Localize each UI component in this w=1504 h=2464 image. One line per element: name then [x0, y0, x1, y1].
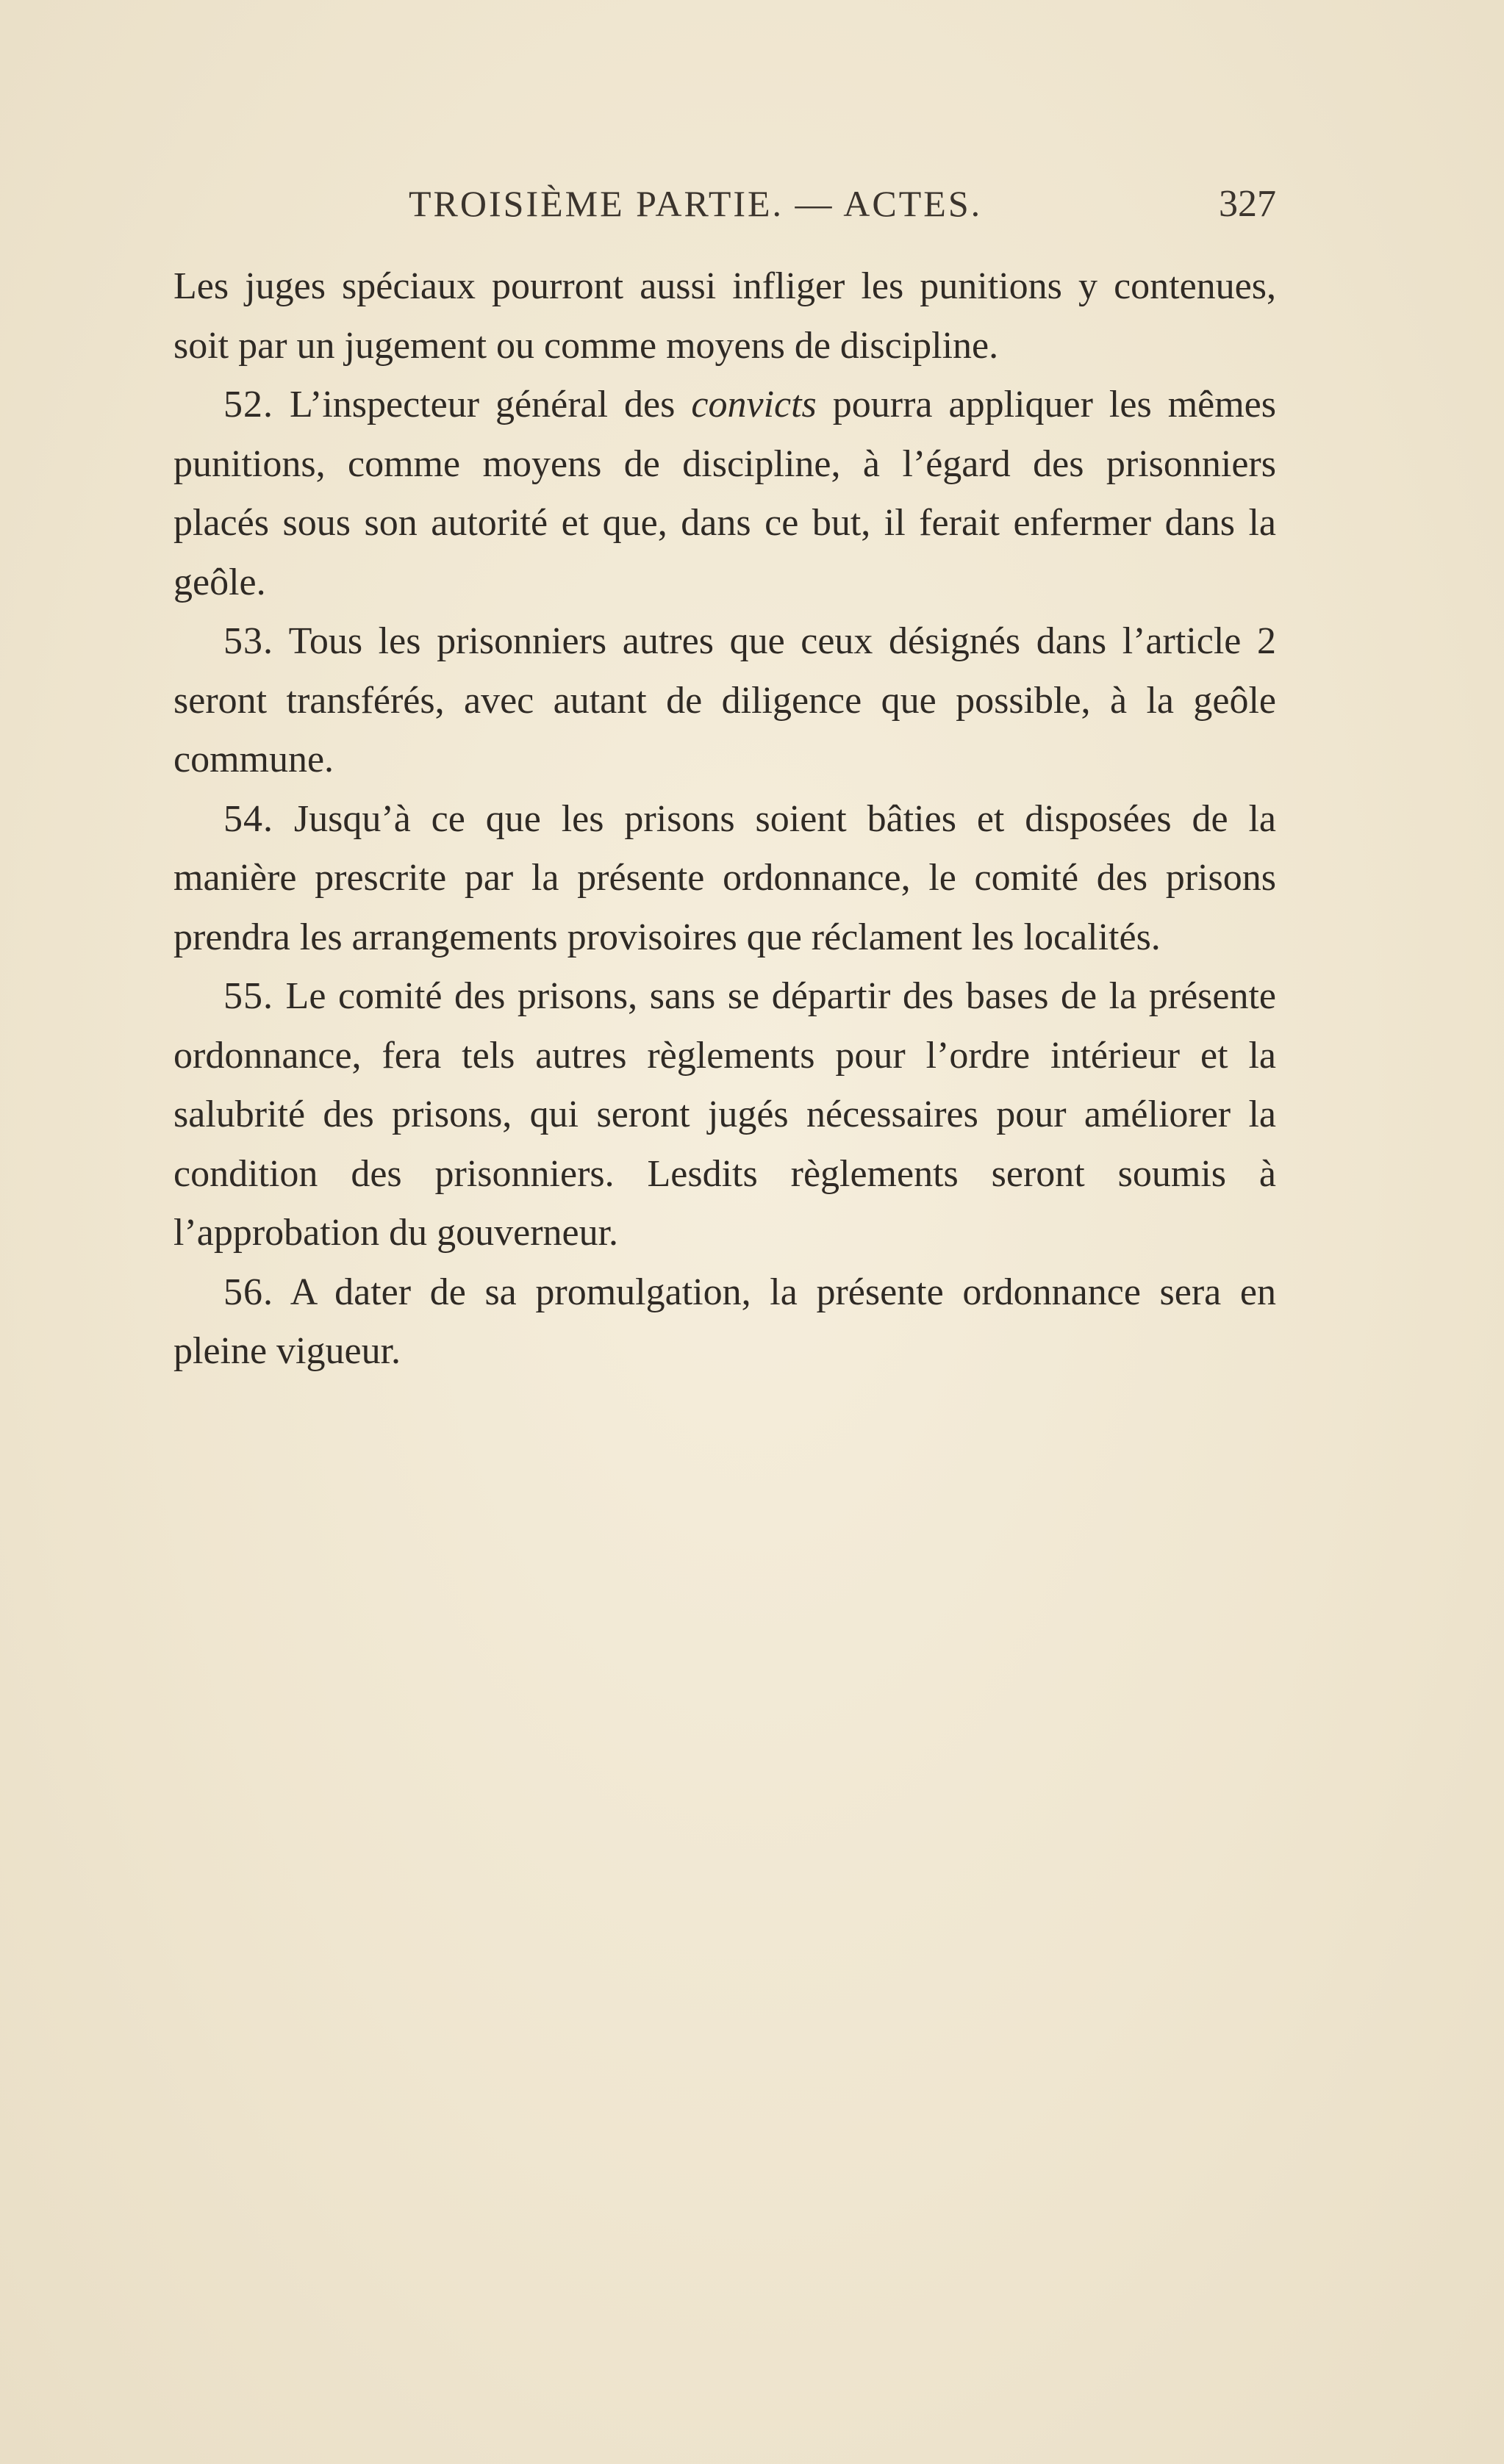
article-number: 54.	[223, 797, 273, 840]
article-56	[173, 1263, 1276, 1382]
article-number: 55.	[223, 975, 273, 1017]
paragraph-text: Tous les prisonniers autres que ceux désignés dans l’article 2 seront transférés, avec autant de diligence que possible, à la geôle commune.	[173, 620, 1276, 780]
article-54	[173, 790, 1276, 968]
paragraph-continuation	[173, 257, 1276, 376]
paragraph-text: A dater de sa promulgation, la présente ordonnance sera en pleine vigueur.	[173, 1271, 1276, 1372]
page-number: 327	[1219, 183, 1276, 225]
body-text	[173, 257, 1276, 1382]
article-55	[173, 967, 1276, 1263]
article-number: 53.	[223, 620, 273, 662]
paragraph-text: Les juges spéciaux pourront aussi infliger les punitions y contenues, soit par un jugement ou comme moyens de discipline.	[173, 265, 1276, 367]
paragraph-text: Jusqu’à ce que les prisons soient bâties et disposées de la manière prescrite par la présente ordonnance, le comité des prisons prendra les arrangements provisoires que réclament les localités.	[173, 797, 1276, 958]
paragraph-text: L’inspecteur général des	[273, 384, 692, 425]
article-52	[173, 376, 1276, 612]
article-53	[173, 612, 1276, 790]
italic-term: convicts	[691, 384, 817, 425]
paragraph-text-continued: pourra appliquer les mêmes punitions, comme moyens de discipline, à l’égard des prisonniers placés sous son autorité et que, dans ce but, il ferait enfermer dans la geôle.	[173, 384, 1276, 603]
running-head: TROISIÈME PARTIE. — ACTES.	[409, 183, 983, 224]
article-number: 56.	[223, 1271, 273, 1313]
article-number: 52.	[223, 384, 273, 425]
paragraph-text: Le comité des prisons, sans se départir des bases de la présente ordonnance, fera tels autres règlements pour l’ordre intérieur et la salubrité des prisons, qui seront jugés nécessaires pour améliorer la condition des prisonniers. Lesdits règlements seront soumis à l’approbation du gouverneur.	[173, 975, 1276, 1254]
page-header	[173, 182, 1276, 241]
